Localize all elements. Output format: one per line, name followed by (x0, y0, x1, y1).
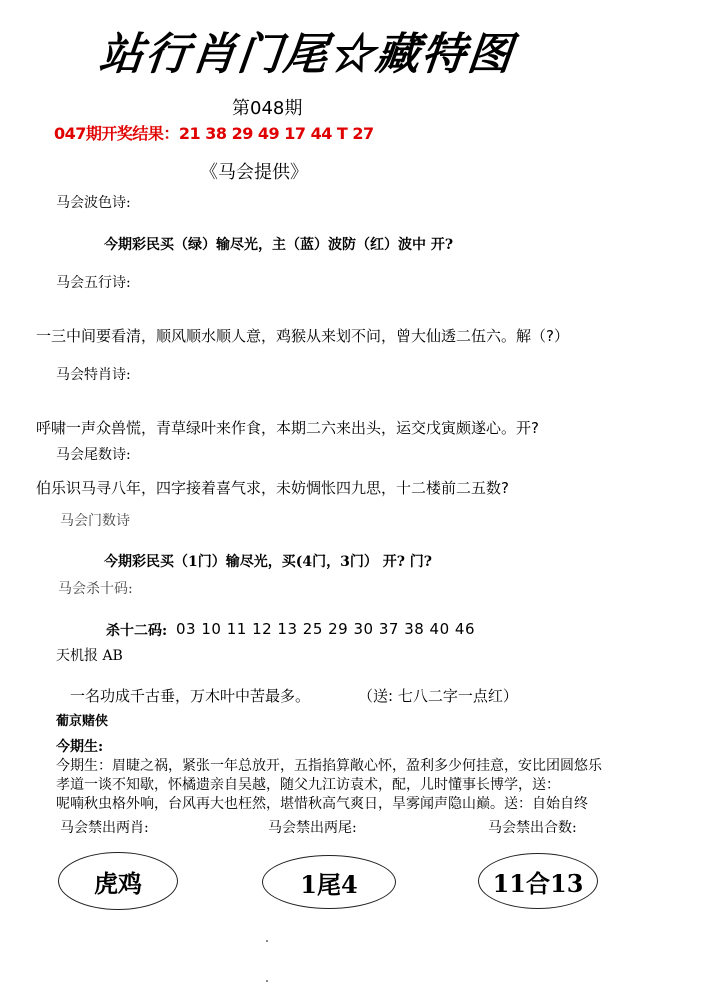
five-elements-line: 一三中间要看清，顺风顺水顺人意，鸡猴从来划不问，曾大仙透二伍六。解（?） (36, 327, 569, 345)
kill-label: 马会杀十码: (58, 581, 133, 597)
scan-speck (266, 940, 268, 942)
ban-zodiac-label: 马会禁出两肖: (60, 820, 149, 836)
tianji-gift: （送: 七八二字一点红） (358, 687, 518, 705)
ban-sum-label: 马会禁出合数: (488, 820, 577, 836)
provider-label: 《马会提供》 (200, 162, 308, 183)
issue-number: 第048期 (232, 98, 303, 119)
today-line-2: 孝道一谈不知歇，怀橘遗亲自吴越，随父九江访袁术，配，儿时懂事长博学，送： (56, 777, 560, 793)
kill-prefix: 杀十二码: (106, 623, 168, 639)
zodiac-label: 马会特肖诗: (56, 367, 131, 383)
ban-tail-value (262, 855, 396, 909)
ban-sum-text: 11合13 (492, 868, 584, 898)
ban-sum-value (478, 853, 598, 909)
today-label: 今期生: (56, 739, 104, 755)
door-line: 今期彩民买（1门）输尽光，买(4门，3门） 开? 门? (104, 554, 433, 570)
color-poem-label: 马会波色诗: (56, 195, 131, 211)
color-poem-line: 今期彩民买（绿）输尽光，主（蓝）波防（红）波中 开? (104, 237, 454, 253)
tail-label: 马会尾数诗: (56, 447, 131, 463)
casino-label: 葡京赌侠 (56, 714, 109, 729)
today-line-1: 今期生：眉睫之祸，紧张一年总放开，五指掐算敞心怀，盈利多少何挂意，安比团圆悠乐 (56, 758, 602, 774)
ban-zodiac-text: 虎鸡 (94, 868, 142, 898)
today-line-3: 呢喃秋虫格外响，台风再大也枉然，堪惜秋高气爽日，旱雾闻声隐山巅。送：自始自终 (56, 796, 588, 812)
five-elements-label: 马会五行诗: (56, 275, 131, 291)
tianji-line: 一名功成千古垂，万木叶中苦最多。 (70, 687, 311, 705)
zodiac-line: 呼啸一声众兽慌，青草绿叶来作食，本期二六来出头，运交戊寅颇遂心。开? (36, 419, 539, 437)
kill-numbers: 03 10 11 12 13 25 29 30 37 38 40 46 (176, 620, 475, 638)
tianji-label: 天机报 AB (56, 648, 123, 664)
door-label: 马会门数诗 (60, 513, 130, 529)
scan-speck (266, 980, 268, 982)
ban-tail-label: 马会禁出两尾: (268, 820, 357, 836)
ban-tail-text: 1尾4 (300, 869, 358, 899)
page-title: 站行肖门尾☆藏特图 (96, 29, 517, 80)
last-draw-result: 047期开奖结果：21 38 29 49 17 44 T 27 (54, 124, 374, 143)
tail-line: 伯乐识马寻八年，四字接着喜气求，未妨惆怅四九思，十二楼前二五数? (36, 479, 509, 497)
ban-zodiac-value (58, 852, 178, 910)
